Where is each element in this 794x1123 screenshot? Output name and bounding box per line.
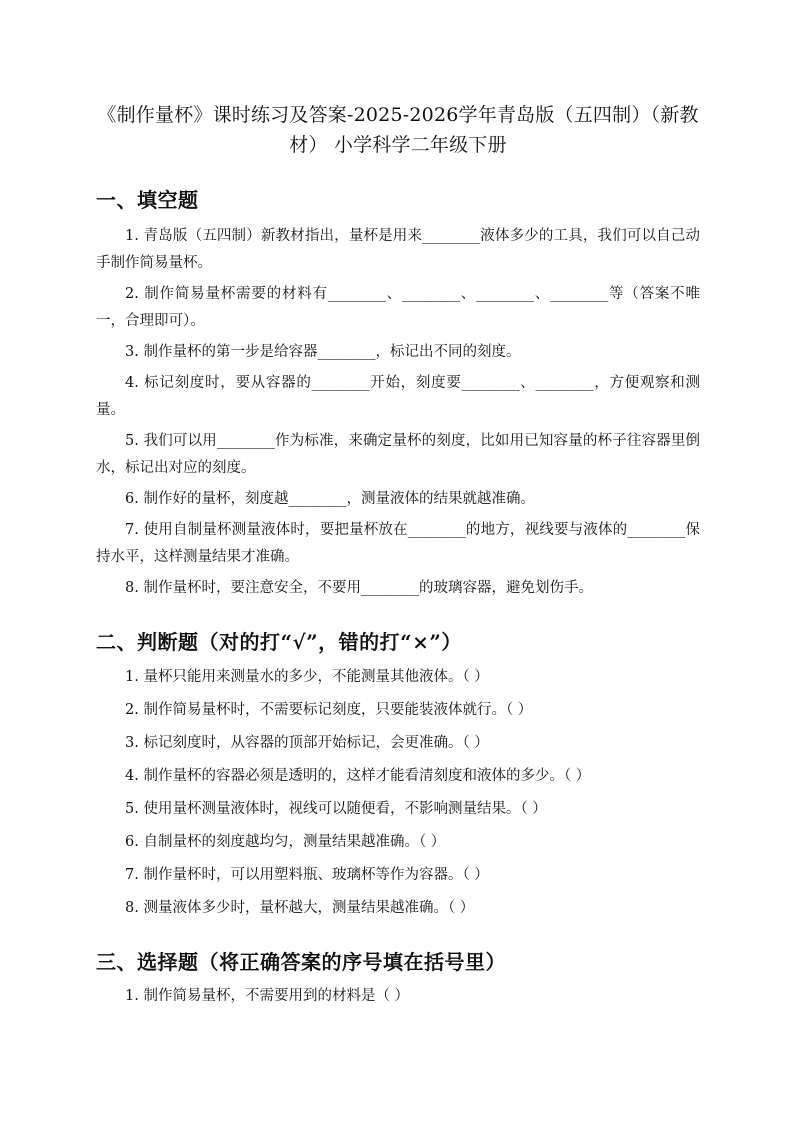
question-item: 1. 制作简易量杯，不需要用到的材料是（ ）: [125, 988, 410, 1004]
section-heading-fill-in: 一、填空题: [96, 188, 199, 212]
question-item: 1. 青岛版（五四制）新教材指出，量杯是用来________液体多少的工具，我们可以自己动手制作简易量杯。: [96, 228, 700, 271]
fill-in-question-list: [96, 223, 700, 602]
question-item: 6. 自制量杯的刻度越均匀，测量结果越准确。（ ）: [125, 834, 446, 850]
multiple-choice-question-list: [96, 983, 700, 1010]
question-item: 6. 制作好的量杯，刻度越________，测量液体的结果就越准确。: [125, 491, 535, 507]
question-item: 7. 制作量杯时，可以用塑料瓶、玻璃杯等作为容器。（ ）: [125, 867, 489, 883]
question-item: 3. 制作量杯的第一步是给容器________，标记出不同的刻度。: [125, 344, 521, 360]
question-item: 4. 标记刻度时，要从容器的________开始，刻度要________、________，方便观察和测量。: [96, 375, 700, 418]
question-item: 1. 量杯只能用来测量水的多少，不能测量其他液体。（ ）: [125, 669, 489, 685]
question-item: 5. 使用量杯测量液体时，视线可以随便看，不影响测量结果。（ ）: [125, 801, 547, 817]
question-item: 8. 制作量杯时，要注意安全，不要用________的玻璃容器，避免划伤手。: [125, 580, 593, 596]
question-item: 2. 制作简易量杯时，不需要标记刻度，只要能装液体就行。（ ）: [125, 702, 533, 718]
question-item: 2. 制作简易量杯需要的材料有________、________、________、________等（答案不唯一，合理即可）。: [96, 286, 700, 329]
question-item: 3. 标记刻度时，从容器的顶部开始标记，会更准确。（ ）: [125, 735, 489, 751]
document-title: 《制作量杯》课时练习及答案-2025-2026学年青岛版（五四制）（新教材） 小学科学二年级下册: [97, 104, 699, 156]
question-item: 8. 测量液体多少时，量杯越大，测量结果越准确。（ ）: [125, 900, 475, 916]
section-heading-multiple-choice: 三、选择题（将正确答案的序号填在括号里）: [96, 950, 506, 974]
document-page: [96, 100, 700, 1010]
question-item: 4. 制作量杯的容器必须是透明的，这样才能看清刻度和液体的多少。（ ）: [125, 768, 591, 784]
question-item: 7. 使用自制量杯测量液体时，要把量杯放在________的地方，视线要与液体的________保持水平，这样测量结果才准确。: [96, 522, 700, 565]
question-item: 5. 我们可以用________作为标准，来确定量杯的刻度，比如用已知容量的杯子往容器里倒水，标记出对应的刻度。: [96, 433, 700, 476]
section-heading-true-false: 二、判断题（对的打“√”，错的打“×”）: [96, 630, 462, 654]
true-false-question-list: [96, 664, 700, 922]
